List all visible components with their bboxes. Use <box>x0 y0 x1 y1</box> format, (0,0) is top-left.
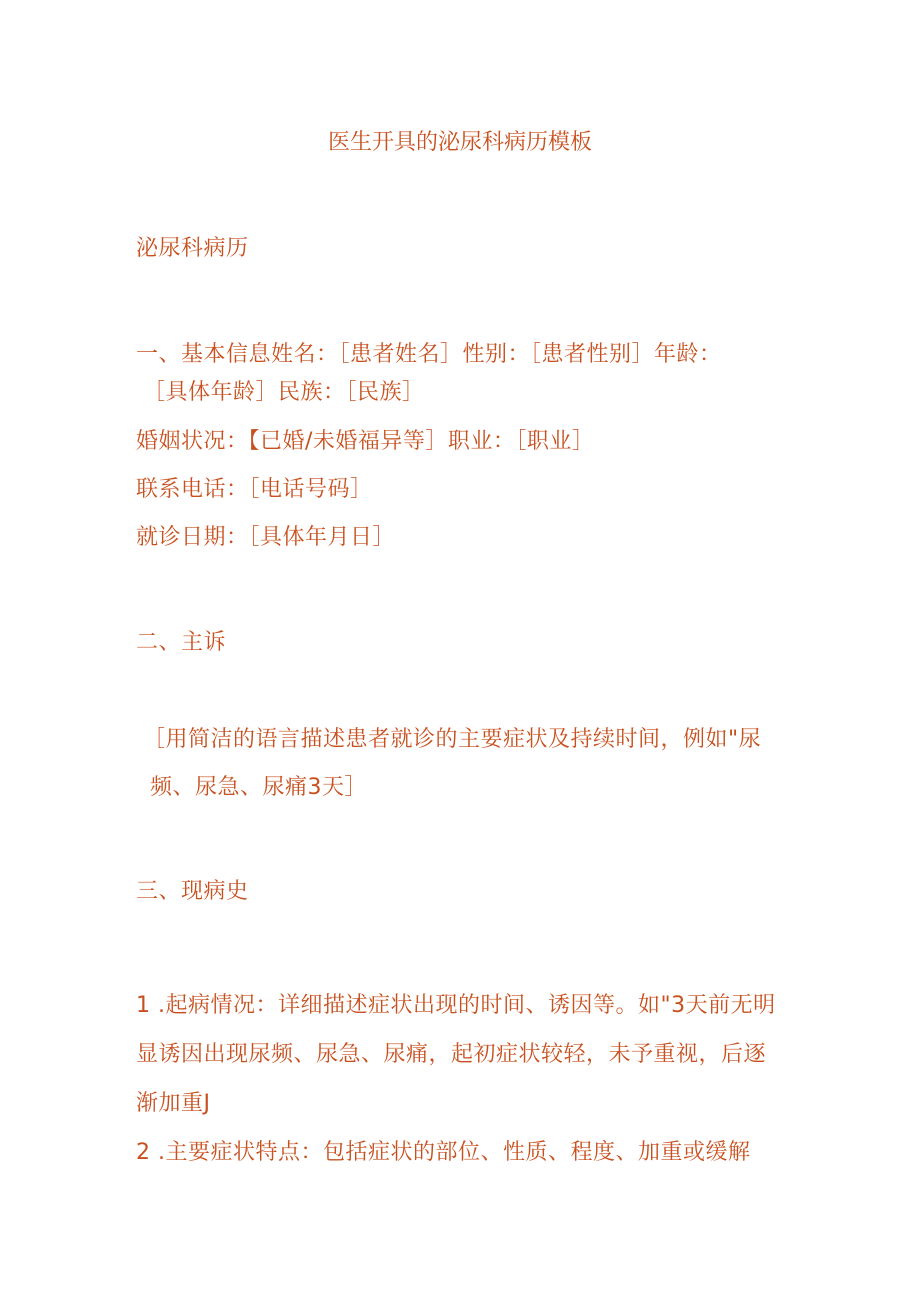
visit-date-line: 就诊日期：［具体年月日］ <box>136 525 396 550</box>
present-illness-item-1-line-3: 渐加重J <box>136 1091 211 1116</box>
present-illness-heading: 三、现病史 <box>136 879 249 904</box>
chief-complaint-line-2: 频、尿急、尿痛3天］ <box>150 775 367 800</box>
phone-line: 联系电话：［电话号码］ <box>136 477 373 502</box>
present-illness-item-2-line-1: 2 .主要症状特点：包括症状的部位、性质、程度、加重或缓解 <box>136 1140 751 1165</box>
chief-complaint-heading: 二、主诉 <box>136 630 227 655</box>
document-title: 医生开具的泌尿科病历模板 <box>327 130 592 155</box>
basic-info-line-2: ［具体年龄］民族：［民族］ <box>143 380 425 405</box>
chief-complaint-line-1: ［用简洁的语言描述患者就诊的主要症状及持续时间，例如"尿 <box>143 727 762 752</box>
present-illness-item-1-line-2: 显诱因出现尿频、尿急、尿痛，起初症状较轻，未予重视，后逐 <box>136 1042 767 1067</box>
basic-info-line-1: 一、基本信息姓名：［患者姓名］性别：［患者性别］年龄： <box>136 342 722 367</box>
present-illness-item-1-line-1: 1 .起病情况：详细描述症状出现的时间、诱因等。如"3天前无明 <box>136 993 776 1018</box>
marital-status-line: 婚姻状况：【已婚/未婚福异等］职业：［职业］ <box>136 429 595 454</box>
record-heading: 泌尿科病历 <box>136 236 249 261</box>
